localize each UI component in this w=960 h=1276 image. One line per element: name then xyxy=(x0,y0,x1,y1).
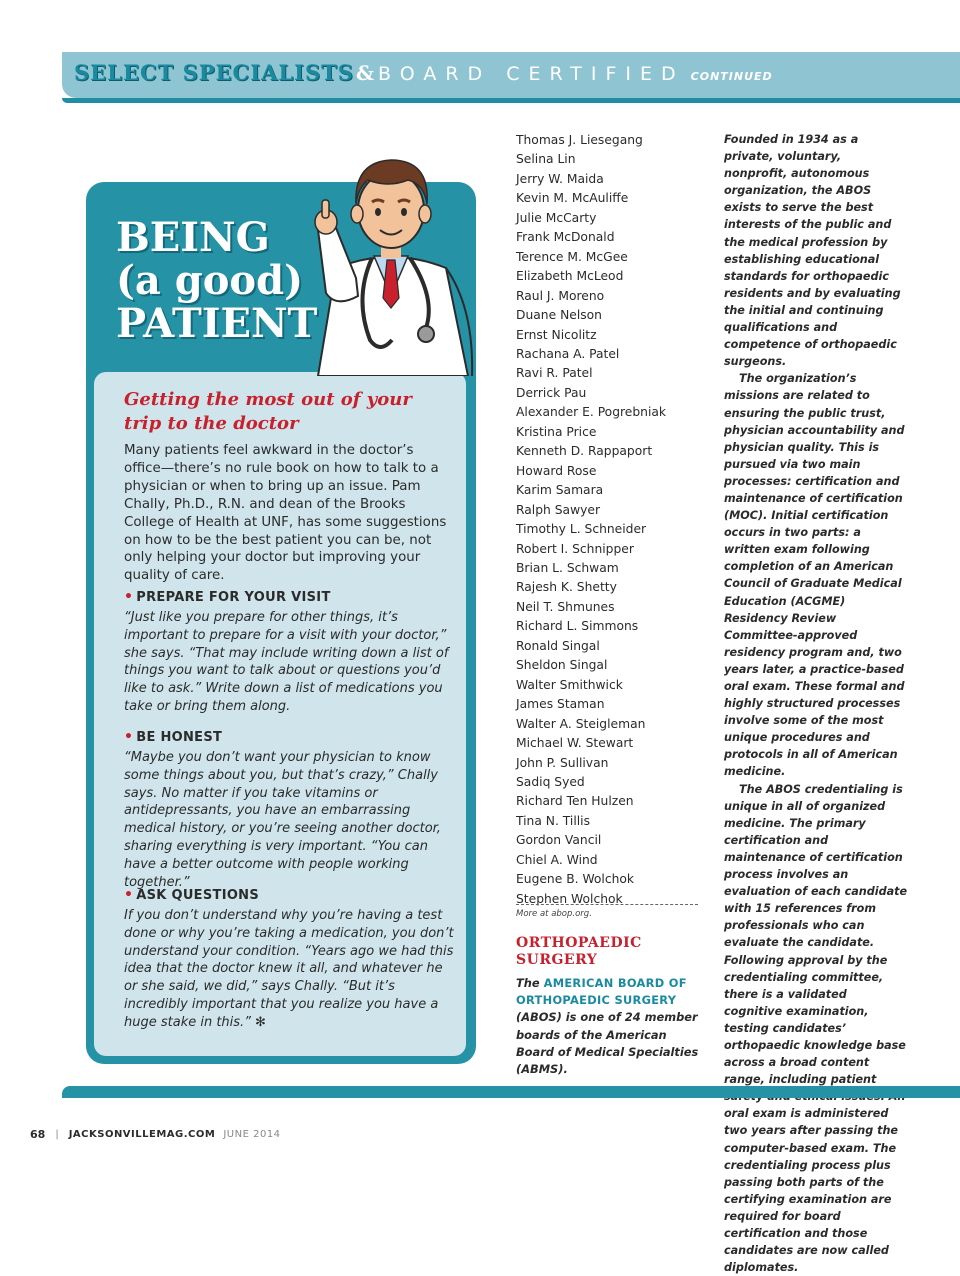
specialist-name: Jerry W. Maida xyxy=(516,171,604,186)
header-select-specialists: SELECT SPECIALISTS xyxy=(74,60,354,85)
specialist-name: Michael W. Stewart xyxy=(516,736,634,751)
specialist-name: Stephen Wolchok xyxy=(516,891,623,906)
specialist-name: Gordon Vancil xyxy=(516,833,602,848)
specialist-name: Thomas J. Liesegang xyxy=(516,133,643,147)
names-divider xyxy=(516,904,698,905)
title-line: PATIENT xyxy=(116,300,318,347)
title-line: (a good) xyxy=(116,257,303,304)
specialist-name: Tina N. Tillis xyxy=(516,813,591,828)
section-header xyxy=(74,60,773,90)
specialist-name: Timothy L. Schneider xyxy=(516,522,647,537)
specialist-name: Ernst Nicolitz xyxy=(516,327,597,342)
specialist-name: Eugene B. Wolchok xyxy=(516,872,635,887)
specialist-name: Robert I. Schnipper xyxy=(516,541,634,556)
specialist-name: John P. Sullivan xyxy=(516,755,609,770)
specialist-name: Howard Rose xyxy=(516,463,597,478)
specialist-name: Selina Lin xyxy=(516,152,576,167)
tip-heading: • BE HONEST xyxy=(124,729,223,745)
header-continued: CONTINUED xyxy=(690,70,773,83)
bullet-dot-icon: • xyxy=(124,729,134,745)
specialist-name: Walter Smithwick xyxy=(516,677,623,692)
specialist-name: Derrick Pau xyxy=(516,385,587,400)
sidebar-subtitle: Getting the most out of your trip to the doctor xyxy=(124,389,412,434)
specialist-name: Walter A. Steigleman xyxy=(516,716,646,731)
specialist-name: Kenneth D. Rappaport xyxy=(516,444,653,459)
specialist-name: Chiel A. Wind xyxy=(516,852,598,867)
specialist-name: Frank McDonald xyxy=(516,230,615,245)
specialist-name: Brian L. Schwam xyxy=(516,560,619,575)
tip-heading: • PREPARE FOR YOUR VISIT xyxy=(124,589,331,605)
specialist-name: Duane Nelson xyxy=(516,308,602,323)
doctor-illustration xyxy=(296,118,486,376)
specialist-name: Raul J. Moreno xyxy=(516,288,605,303)
footer-date: JUNE 2014 xyxy=(223,1129,281,1140)
specialist-name: Julie McCarty xyxy=(516,210,597,225)
specialist-name: Richard L. Simmons xyxy=(516,619,639,634)
specialist-name: Rajesh K. Shetty xyxy=(516,580,617,595)
specialist-name: Rachana A. Patel xyxy=(516,346,620,361)
bullet-dot-icon: • xyxy=(124,589,134,605)
specialist-names-list xyxy=(516,131,700,909)
specialist-name: Neil T. Shmunes xyxy=(516,599,615,614)
paragraph: The ABOS credentialing is unique in all of organized medicine. The primary certification and maintenance of certification process involves an evaluation of each candidate with 15 references from professionals who can evaluate the candidate. Following approval by the credentialing committee, there is a validated cognitive examination, testing candidates’ orthopaedic knowledge base across a broad content range, including patient oral exam is administered two years after passing the computer-based exam. The credentialing process plus passing both parts of the certifying examination are required for board certification and those candidates are now called diplomates. xyxy=(724,782,908,1275)
specialist-name: Elizabeth McLeod xyxy=(516,269,624,284)
ortho-heading: ORTHOPAEDIC SURGERY xyxy=(516,935,642,968)
more-at-note: More at abop.org. xyxy=(516,909,592,919)
tip-body: “Maybe you don’t want your physician to know some things about you, but that’s crazy,” Chally says. No matter if you take vitamins or antidepressants, you have an embarrassing medical history, or you’re seeing another doctor, sharing everything is very important. “You can have a better outcome with people working together.” xyxy=(124,750,441,890)
paragraph: The organization’s missions are related to ensuring the public trust, physician accountability and physician quality. This is pursued via two main processes: certification and maintenance of certification (MOC). Initial certification occurs in two parts: a written exam following completion of an American Council of Graduate Medical Education (ACGME) Residency Review Committee-approved residency program and, two years later, a practice-based oral exam. These formal and highly structured processes involve some of the most unique procedures and protocols in all of American medicine. xyxy=(724,372,905,779)
specialist-name: James Staman xyxy=(516,697,605,712)
header-board-certified: BOARD CERTIFIED xyxy=(378,63,685,85)
tip-body: “Just like you prepare for other things, it’s important to prepare for a visit with your doctor,” she says. “That may include writing down a list of things you want to talk about or questions you’d like to ask.” Write down a list of medications you take or bring them along. xyxy=(124,610,449,714)
page-footer xyxy=(30,1128,281,1141)
header-ampersand: & xyxy=(355,61,374,85)
right-column-text xyxy=(724,131,908,1276)
ortho-body: The AMERICAN BOARD OF ORTHOPAEDIC SURGERY (ABOS) is one of 24 member boards of the American Board of Medical Specialties (ABMS). xyxy=(516,976,699,1077)
specialist-name: Ravi R. Patel xyxy=(516,366,593,381)
specialist-name: Sheldon Singal xyxy=(516,658,608,673)
paragraph: Founded in 1934 as a private, voluntary, nonprofit, autonomous organization, the ABOS exists to serve the best interests of the public and the medical profession by establishing educational standards for orthopaedic residents and by evaluating the initial and continuing qualifications and competence of orthopaedic surgeons. xyxy=(724,133,901,369)
footer-site: JACKSONVILLEMAG.COM xyxy=(68,1129,216,1140)
specialist-name: Alexander E. Pogrebniak xyxy=(516,405,667,420)
sidebar-intro: Many patients feel awkward in the doctor’s office—there’s no rule book on how to talk to a physician or when to bring up an issue. Pam Chally, Ph.D., R.N. and dean of the Brooks College of Health at UNF, has some suggestions on how to be the best patient you can be, not only helping your doctor but improving your quality of care. xyxy=(124,443,447,584)
specialist-name: Karim Samara xyxy=(516,483,604,498)
sidebar-title xyxy=(116,216,317,345)
footer-separator: | xyxy=(55,1129,59,1140)
specialist-name: Ronald Singal xyxy=(516,638,600,653)
specialist-name: Sadiq Syed xyxy=(516,774,585,789)
specialist-name: Kevin M. McAuliffe xyxy=(516,191,629,206)
title-line: BEING xyxy=(116,214,270,261)
specialist-name: Richard Ten Hulzen xyxy=(516,794,634,809)
bullet-dot-icon: • xyxy=(124,887,134,903)
specialist-name: Kristina Price xyxy=(516,424,597,439)
footer-band xyxy=(62,1086,960,1098)
tip-heading: • ASK QUESTIONS xyxy=(124,887,260,903)
specialist-name: Ralph Sawyer xyxy=(516,502,601,517)
page-number: 68 xyxy=(30,1128,46,1141)
ortho-org-name: AMERICAN BOARD OF ORTHOPAEDIC SURGERY xyxy=(516,976,687,1008)
specialist-name: Terence M. McGee xyxy=(516,249,628,264)
tip-body: If you don’t understand why you’re having a test done or why you’re taking a medication, you don’t understand your condition. “Years ago we had this idea that the doctor knew it all, and whatever he or she said, we did,” says Chally. “But it’s incredibly important that you realize you have a huge stake in this.” ✻ xyxy=(124,908,454,1030)
